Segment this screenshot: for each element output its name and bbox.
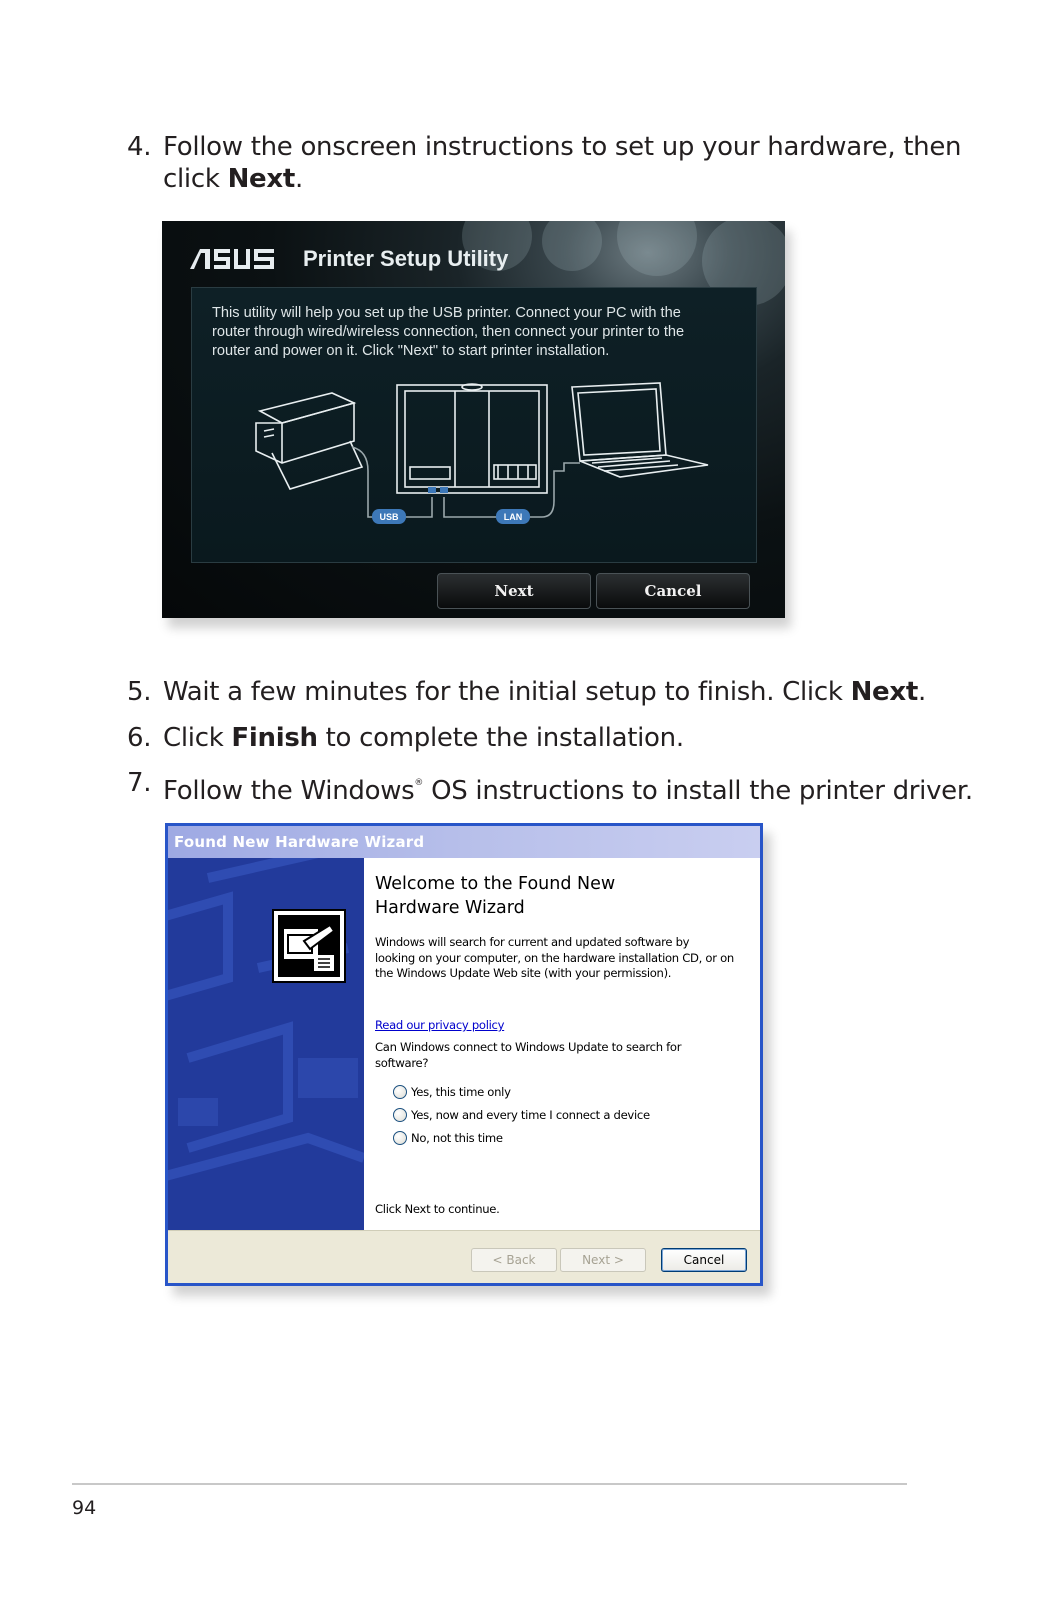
wizard-footer: [168, 1230, 760, 1286]
step-text: Click Finish to complete the installation.: [163, 723, 684, 753]
asus-printer-setup-screenshot: [162, 221, 785, 618]
background-bokeh: [617, 221, 697, 276]
page-number: 94: [72, 1497, 97, 1519]
step-text: Wait a few minutes for the initial setup to finish. Click Next.: [163, 677, 926, 707]
step-7: [127, 767, 973, 806]
laptop-illustration: [572, 383, 708, 477]
footer-divider: [72, 1483, 907, 1485]
connection-diagram: [242, 371, 722, 531]
step-number: 4.: [127, 132, 152, 162]
printer-illustration: [256, 393, 362, 489]
radio-no-not-this-time[interactable]: No, not this time: [393, 1130, 503, 1146]
radio-button[interactable]: [393, 1085, 407, 1099]
cancel-button[interactable]: Cancel: [661, 1248, 747, 1272]
wizard-question: Can Windows connect to Windows Update to search for software?: [375, 1040, 682, 1070]
back-button[interactable]: < Back: [471, 1248, 557, 1272]
step-4: [127, 131, 962, 197]
router-illustration: [397, 384, 547, 493]
hardware-wizard-screenshot: [165, 823, 763, 1286]
continue-instruction: Click Next to continue.: [375, 1202, 500, 1216]
radio-button[interactable]: [393, 1108, 407, 1122]
cancel-button[interactable]: Cancel: [596, 573, 750, 609]
privacy-policy-link[interactable]: Read our privacy policy: [375, 1018, 505, 1032]
wizard-intro: Windows will search for current and updated software by looking on your computer, on the hardware installation CD, or on the Windows Update Web site (with your permission).: [375, 935, 734, 980]
hardware-icon: [272, 909, 346, 983]
window-title: Found New Hardware Wizard: [168, 826, 760, 858]
wizard-heading: Welcome to the Found New Hardware Wizard: [375, 874, 616, 918]
radio-button[interactable]: [393, 1131, 407, 1145]
step-text: Follow the Windows® OS instructions to install the printer driver.: [163, 776, 973, 806]
wizard-content: [364, 858, 760, 1230]
radio-yes-every-time[interactable]: Yes, now and every time I connect a device: [393, 1107, 650, 1123]
next-button[interactable]: Next: [437, 573, 591, 609]
step-text: Follow the onscreen instructions to set up your hardware, then click Next.: [163, 132, 962, 194]
step-5: [127, 676, 927, 708]
next-button[interactable]: Next >: [560, 1248, 646, 1272]
step-6: [127, 722, 927, 754]
step-number: 6.: [127, 723, 152, 753]
step-number: 5.: [127, 677, 152, 707]
step-number: 7.: [127, 768, 152, 798]
utility-title: Printer Setup Utility: [303, 246, 509, 271]
wizard-side-banner: [168, 858, 364, 1230]
lan-label: LAN: [503, 512, 523, 522]
radio-yes-this-time[interactable]: Yes, this time only: [393, 1084, 511, 1100]
background-bokeh: [542, 221, 602, 271]
usb-label: USB: [379, 512, 399, 522]
asus-logo: [190, 247, 274, 271]
utility-description: This utility will help you set up the USB printer. Connect your PC with the router through wired/wireless connection, then connect your printer to the router and power on it. Click "Next" to start printer installation.: [212, 305, 685, 359]
